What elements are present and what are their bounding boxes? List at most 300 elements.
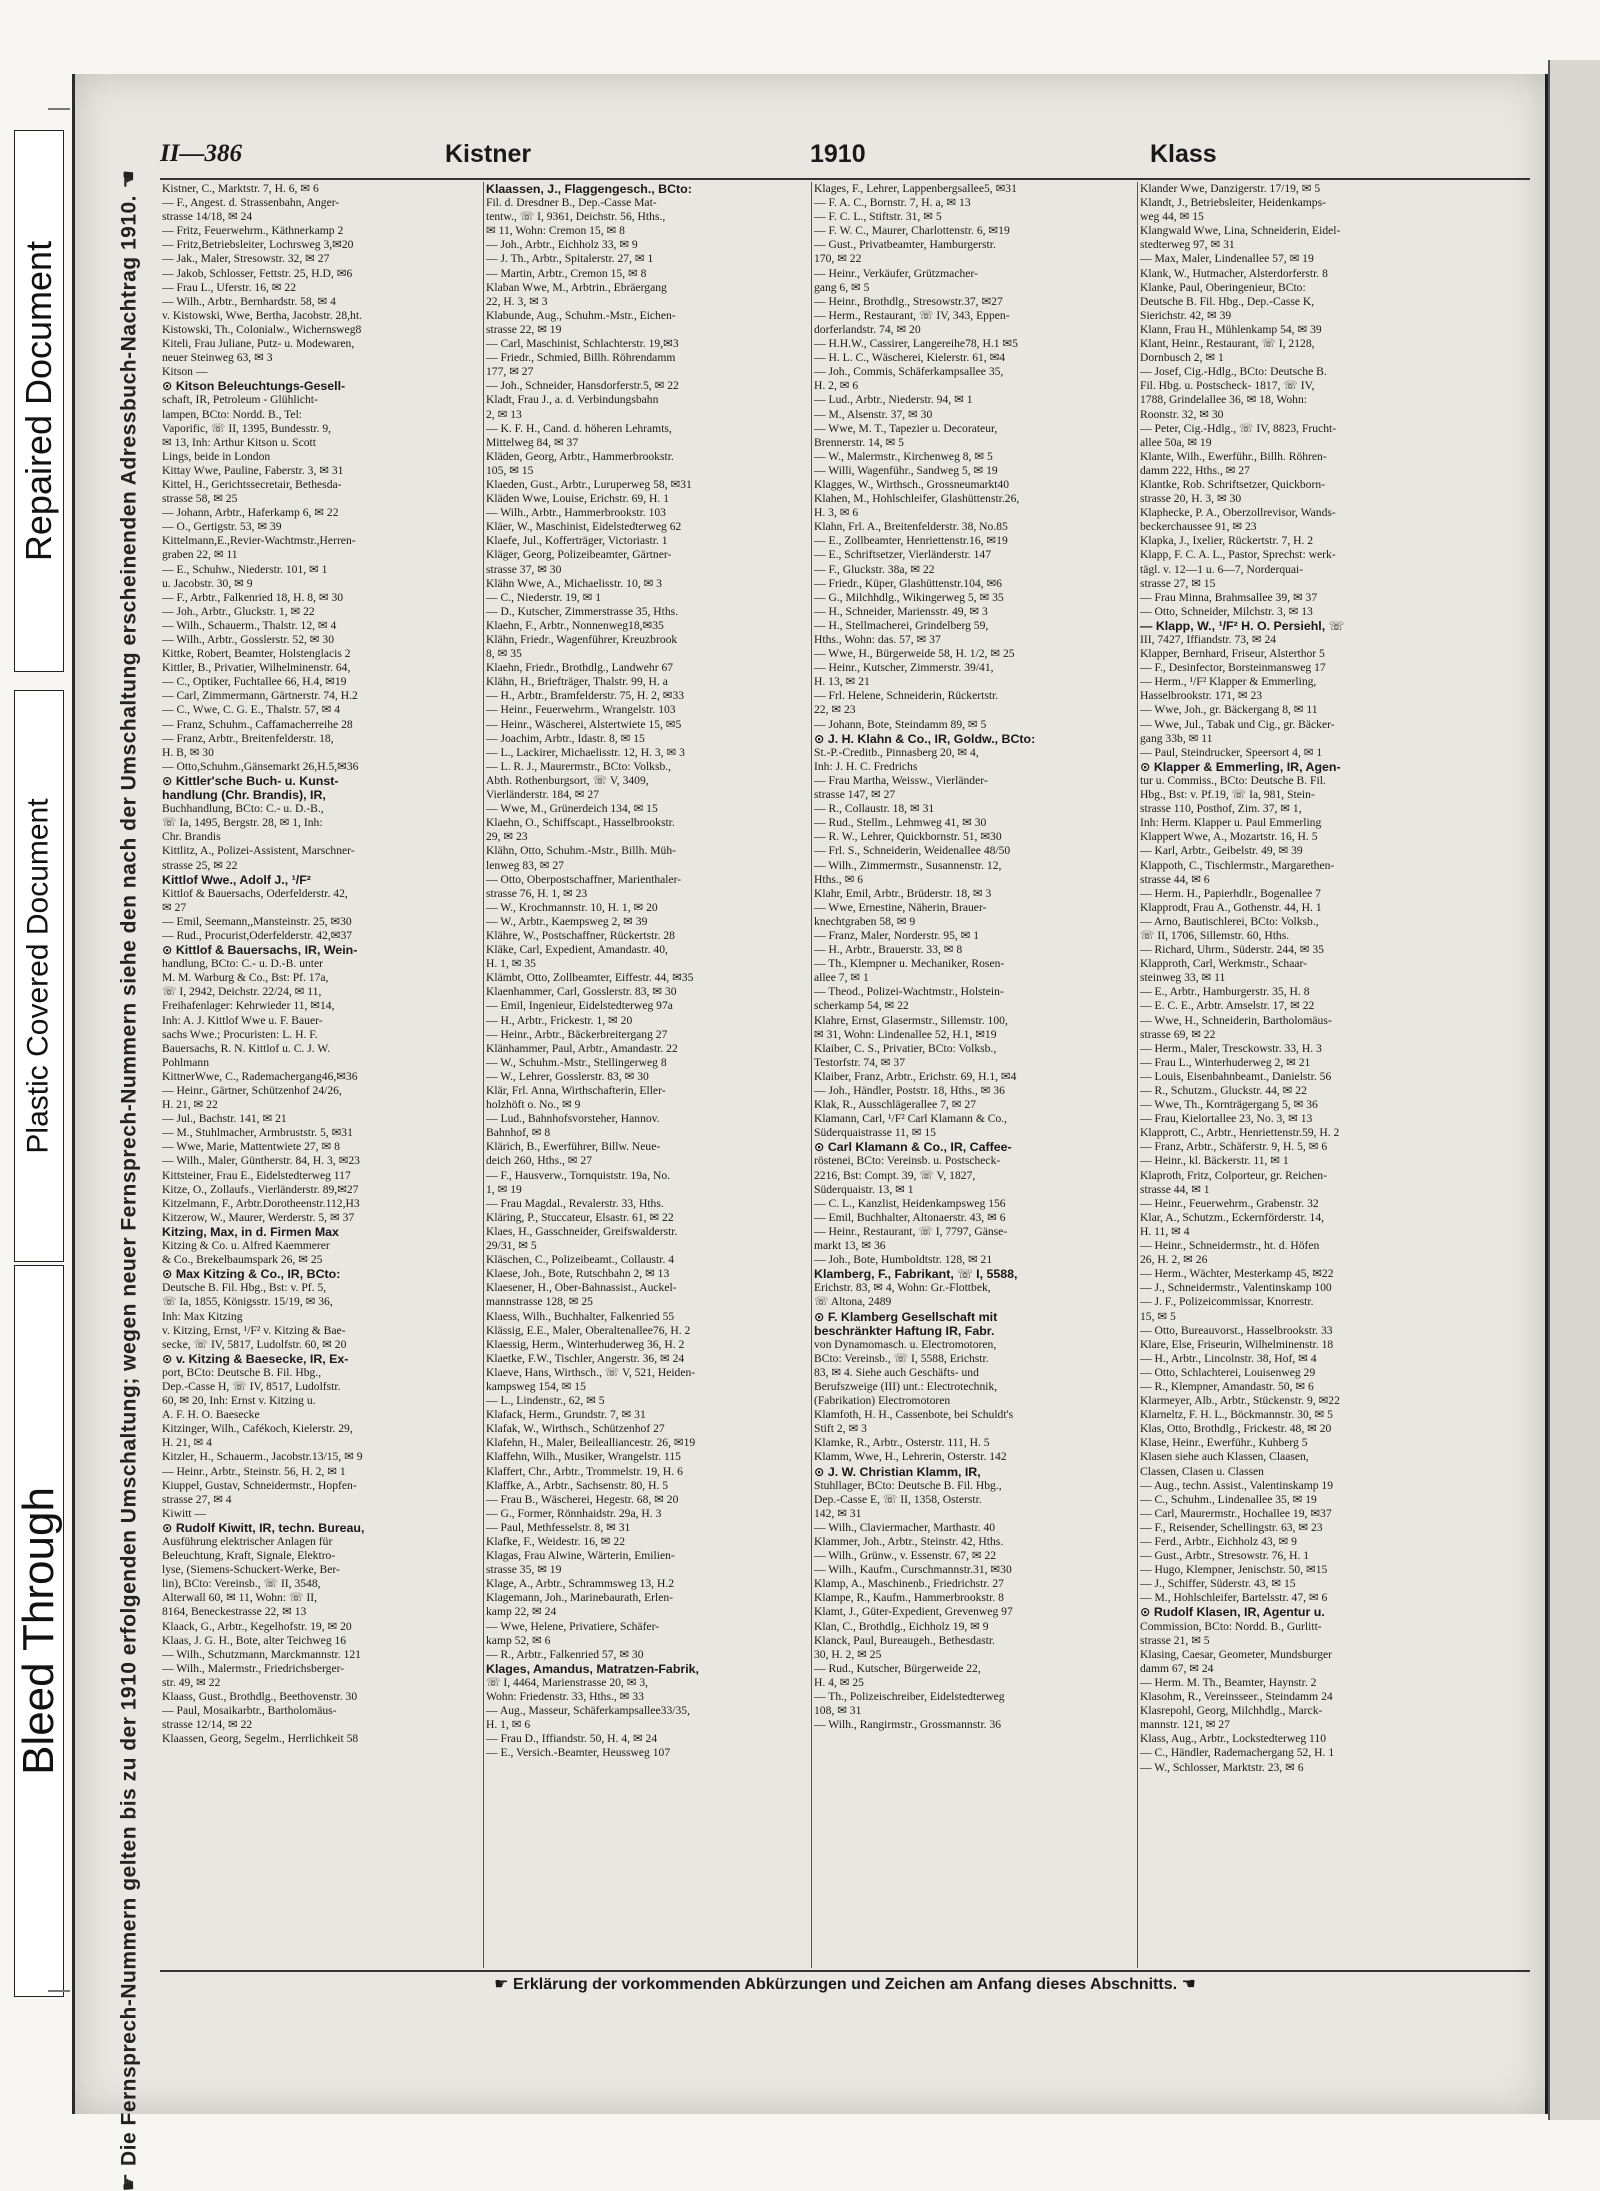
directory-entry: — Wilh., Zimmermstr., Susannenstr. 12, [814, 858, 1002, 872]
directory-entry: — Jul., Bachstr. 141, ✉ 21 [162, 1112, 287, 1126]
directory-entry: — Wilh., Maler, Güntherstr. 84, H. 3, ✉23 [162, 1154, 360, 1168]
directory-entry: — Lud., Bahnhofsvorsteher, Hannov. [486, 1112, 660, 1126]
directory-entry: ☏ Ia, 1495, Bergstr. 28, ✉ 1, Inh: [162, 816, 323, 830]
directory-entry: — Wilh., Kaufm., Curschmannstr.31, ✉30 [814, 1563, 1012, 1577]
directory-entry: Klant, Heinr., Restaurant, ☏ I, 2128, [1140, 337, 1315, 351]
directory-entry: H. 13, ✉ 21 [814, 675, 870, 689]
directory-entry: Klaass, Gust., Brothdlg., Beethovenstr. 30 [162, 1690, 358, 1704]
directory-entry: — W., Schlosser, Marktstr. 23, ✉ 6 [1140, 1760, 1304, 1774]
directory-entry: — Otto, Bureauvorst., Hasselbrookstr. 33 [1140, 1323, 1333, 1337]
directory-entry: Klaehn, O., Schiffscapt., Hasselbrookstr. [486, 816, 675, 830]
directory-entry: strasse 58, ✉ 25 [162, 492, 238, 506]
directory-entry: ⊙ Kitson Beleuchtungs-Gesell- [162, 379, 346, 394]
directory-entry: St.-P.-Creditb., Pinnasberg 20, ✉ 4, [814, 745, 979, 759]
directory-entry: — F. C. L., Stiftstr. 31, ✉ 5 [814, 210, 942, 224]
directory-entry: — Peter, Cig.-Hdlg., ☏ IV, 8823, Frucht- [1140, 421, 1337, 435]
directory-entry: allee 50a, ✉ 19 [1140, 435, 1212, 449]
directory-entry: Klamp, A., Maschinenb., Friedrichstr. 27 [814, 1577, 1004, 1591]
directory-entry: tentw., ☏ I, 9361, Deichstr. 56, Hths., [486, 210, 666, 224]
directory-entry: — Rud., Stellm., Lehmweg 41, ✉ 30 [814, 816, 987, 830]
directory-entry: Klaenhammer, Carl, Gosslerstr. 83, ✉ 30 [486, 985, 677, 999]
directory-entry: v. Kitzing, Ernst, ¹/F² v. Kitzing & Bae- [162, 1323, 346, 1337]
directory-entry: 170, ✉ 22 [814, 252, 862, 266]
directory-entry: — W., Lehrer, Gosslerstr. 83, ✉ 30 [486, 1069, 649, 1083]
directory-entry: — H., Arbtr., Lincolnstr. 38, Hof, ✉ 4 [1140, 1351, 1317, 1365]
directory-entry: Klaassen, J., Flaggengesch., BCto: [486, 182, 692, 196]
footer-rule [160, 1970, 1530, 1972]
directory-entry: — F., Arbtr., Falkenried 18, H. 8, ✉ 30 [162, 590, 344, 604]
directory-entry: Inh: Herm. Klapper u. Paul Emmerling [1140, 816, 1322, 830]
directory-entry: — Frau L., Winterhuderweg 2, ✉ 21 [1140, 1055, 1311, 1069]
directory-entry: strasse 27, ✉ 15 [1140, 576, 1216, 590]
directory-entry: Kistowski, Th., Colonialw., Wichernsweg8 [162, 322, 362, 336]
directory-entry: Stuhllager, BCto: Deutsche B. Fil. Hbg., [814, 1478, 1002, 1492]
directory-entry: — Heinr., Restaurant, ☏ I, 7797, Gänse- [814, 1224, 1008, 1238]
directory-entry: Kittler, B., Privatier, Wilhelminenstr. 64, [162, 661, 351, 675]
directory-entry: Kiwitt — [162, 1506, 207, 1520]
directory-entry: Kistner, C., Marktstr. 7, H. 6, ✉ 6 [162, 182, 319, 195]
directory-entry: Kiteli, Frau Juliane, Putz- u. Modewaren, [162, 337, 355, 351]
directory-entry: Klaffert, Chr., Arbtr., Trommelstr. 19, H. 6 [486, 1464, 683, 1478]
directory-entry: Klaessig, Herm., Winterhuderweg 36, H. 2 [486, 1337, 685, 1351]
directory-entry: — Carl, Maschinist, Schlachterstr. 19,✉3 [486, 337, 679, 351]
directory-entry: — M., Stuhlmacher, Armbruststr. 5, ✉31 [162, 1126, 353, 1140]
directory-entry: — Herm., Restaurant, ☏ IV, 343, Eppen- [814, 308, 1010, 322]
directory-entry: Klasrepohl, Georg, Milchhdlg., Marck- [1140, 1704, 1323, 1718]
directory-entry: lin), BCto: Vereinsb., ☏ II, 3548, [162, 1577, 321, 1591]
directory-entry: ⊙ Klapper & Emmerling, IR, Agen- [1140, 759, 1341, 774]
directory-entry: Klanck, Paul, Bureaugeh., Bethesdastr. [814, 1633, 995, 1647]
directory-entry: — Willi, Wagenführ., Sandweg 5, ✉ 19 [814, 463, 998, 477]
directory-entry: — G., Former, Rönnhaidstr. 29a, H. 3 [486, 1506, 662, 1520]
directory-entry: 1, ✉ 19 [486, 1182, 522, 1196]
directory-entry: Klan, C., Brothdlg., Eichholz 19, ✉ 9 [814, 1619, 989, 1633]
directory-entry: Klarneltz, F. H. L., Böckmannstr. 30, ✉ 5 [1140, 1408, 1333, 1422]
directory-entry: 1788, Grindelallee 36, ✉ 18, Wohn: [1140, 393, 1307, 407]
directory-entry: von Dynamomasch. u. Electromotoren, [814, 1337, 997, 1351]
directory-entry: Mittelweg 84, ✉ 37 [486, 435, 579, 449]
directory-entry: Deutsche B. Fil. Hbg., Bst: v. Pf. 5, [162, 1281, 327, 1295]
directory-entry: Klarmeyer, Alb., Arbtr., Stückenstr. 9, ✉22 [1140, 1394, 1340, 1408]
directory-entry: handlung, BCto: C.- u. D.-B. unter [162, 957, 324, 971]
directory-entry: — Wwe, M. T., Tapezier u. Decorateur, [814, 421, 998, 435]
directory-entry: — Heinr., Brothdlg., Stresowstr.37, ✉27 [814, 294, 1003, 308]
directory-entry: kampsweg 154, ✉ 15 [486, 1379, 586, 1393]
directory-entry: — Emil, Ingenieur, Eidelstedterweg 97a [486, 999, 673, 1013]
directory-entry: Klänhammer, Paul, Arbtr., Amandastr. 22 [486, 1041, 678, 1055]
directory-entry: schaft, IR, Petroleum - Glühlicht- [162, 393, 318, 407]
directory-entry: Kittelmann,E.,Revier-Wachtmstr.,Herren- [162, 534, 356, 548]
directory-entry: Klaesener, H., Ober-Bahnassist., Auckel- [486, 1281, 677, 1295]
directory-entry: Klaess, Wilh., Buchhalter, Falkenried 55 [486, 1309, 675, 1323]
directory-entry: — Joh., Schneider, Hansdorferstr.5, ✉ 22 [486, 379, 679, 393]
directory-entry: Klaes, H., Gasschneider, Greifswalderstr. [486, 1224, 678, 1238]
directory-entry: Dornbusch 2, ✉ 1 [1140, 351, 1224, 365]
directory-entry: Inh: Max Kitzing [162, 1309, 243, 1323]
directory-entry: H. 21, ✉ 4 [162, 1436, 212, 1450]
phone-number-notice [104, 168, 154, 2191]
directory-entry: — C. L., Kanzlist, Heidenkampsweg 156 [814, 1196, 1006, 1210]
directory-entry: 8, ✉ 35 [486, 647, 522, 661]
phone-number-notice-text: ☛ Die Fernsprech-Nummern gelten bis zu der 1910 erfolgenden Umschaltung; wegen neuer Fernsprech-Nummern siehe den nach der Umschaltung erscheinenden Adressbuch-Nachtrag 1910. ☚ [117, 168, 141, 2191]
directory-entry: Kitzinger, Wilh., Cafékoch, Kielerstr. 29, [162, 1422, 353, 1436]
directory-entry: Klaehn, F., Arbtr., Nonnenweg18,✉35 [486, 618, 664, 632]
directory-entry: Klaeve, Hans, Wirthsch., ☏ V, 521, Heiden- [486, 1365, 696, 1379]
directory-entry: Klappert Wwe, A., Mozartstr. 16, H. 5 [1140, 830, 1318, 844]
directory-entry: Klaproth, Fritz, Colporteur, gr. Reichen- [1140, 1168, 1327, 1182]
directory-entry: — Wilh., Schutzmann, Marckmannstr. 121 [162, 1647, 361, 1661]
directory-entry: Klak, R., Ausschlägerallee 7, ✉ 27 [814, 1098, 977, 1112]
directory-entry: ☏ I, 2942, Deichstr. 22/24, ✉ 11, [162, 985, 322, 999]
directory-entry: Hths., ✉ 6 [814, 872, 864, 886]
directory-entry: markt 13, ✉ 36 [814, 1239, 886, 1253]
directory-entry: Süderquaistrasse 11, ✉ 15 [814, 1126, 936, 1140]
directory-entry: 83, ✉ 4. Siehe auch Geschäfts- und [814, 1365, 979, 1379]
directory-entry: Klandt, J., Betriebsleiter, Heidenkamps- [1140, 196, 1326, 210]
directory-entry: — C., Optiker, Fuchtallee 66, H.4, ✉19 [162, 675, 347, 689]
directory-entry: ⊙ F. Klamberg Gesellschaft mit [814, 1309, 998, 1324]
directory-entry: — Johann, Bote, Steindamm 89, ✉ 5 [814, 717, 987, 731]
directory-entry: — Friedr., Schmied, Billh. Röhrendamm [486, 351, 676, 365]
directory-entry: — Otto, Oberpostschaffner, Marienthaler- [486, 872, 682, 886]
directory-entry: Klafehn, H., Maler, Beilealliancestr. 26, ✉19 [486, 1436, 696, 1450]
directory-entry: ☏ I, 4464, Marienstrasse 20, ✉ 3, [486, 1675, 649, 1689]
directory-entry: Klafack, Herm., Grundstr. 7, ✉ 31 [486, 1408, 646, 1422]
directory-entry: — Otto,Schuhm.,Gänsemarkt 26,H.5,✉36 [162, 759, 359, 773]
directory-entry: ⊙ Rudolf Kiwitt, IR, techn. Bureau, [162, 1520, 365, 1535]
directory-entry: Kittke, Robert, Beamter, Holstenglacis 2 [162, 647, 351, 661]
directory-entry: lampen, BCto: Nordd. B., Tel: [162, 407, 303, 421]
directory-entry: III, 7427, Iffiandstr. 73, ✉ 24 [1140, 633, 1277, 646]
directory-entry: — J., Schneidermstr., Valentinskamp 100 [1140, 1281, 1332, 1295]
directory-entry: dorferlandstr. 74, ✉ 20 [814, 322, 921, 336]
directory-entry: H. 2, ✉ 6 [814, 379, 859, 393]
directory-entry: Klangwald Wwe, Lina, Schneiderin, Eidel- [1140, 224, 1341, 238]
directory-entry: H. 3, ✉ 6 [814, 506, 859, 520]
directory-entry: ☏ Ia, 1855, Königsstr. 15/19, ✉ 36, [162, 1295, 333, 1309]
directory-entry: Berufszweige (III) unt.: Electrotechnik, [814, 1379, 998, 1393]
directory-entry: strasse 25, ✉ 22 [162, 858, 238, 872]
directory-entry: Klappoth, C., Tischlermstr., Margarethen- [1140, 858, 1335, 872]
directory-entry: — K. F. H., Cand. d. höheren Lehramts, [486, 421, 672, 435]
directory-entry: Klaetke, F.W., Tischler, Angerstr. 36, ✉ 24 [486, 1351, 685, 1365]
directory-entry: — Paul, Steindrucker, Speersort 4, ✉ 1 [1140, 745, 1323, 759]
directory-entry: Kitzing & Co. u. Alfred Kaemmerer [162, 1239, 330, 1253]
directory-entry: 2, ✉ 13 [486, 407, 522, 421]
directory-entry: deich 260, Hths., ✉ 27 [486, 1154, 592, 1168]
directory-entry: — R., Schutzm., Gluckstr. 44, ✉ 22 [1140, 1084, 1307, 1097]
directory-entry: Kittsteiner, Frau E., Eidelstedterweg 117 [162, 1168, 351, 1182]
directory-entry: 105, ✉ 15 [486, 463, 534, 477]
directory-entry: Klaphecke, P. A., Oberzollrevisor, Wands- [1140, 506, 1336, 520]
directory-entry: Klank, W., Hutmacher, Alsterdorferstr. 8 [1140, 266, 1328, 280]
directory-entry: strasse 20, H. 3, ✉ 30 [1140, 492, 1242, 506]
margin-dash-bottom [48, 1990, 70, 1992]
column-divider [1137, 182, 1138, 1968]
directory-entry: Buchhandlung, BCto: C.- u. D.-B., [162, 802, 324, 816]
directory-entry: — W., Arbtr., Kaempsweg 2, ✉ 39 [486, 914, 648, 928]
directory-entry: Klare, Else, Friseurin, Wilhelminenstr. 18 [1140, 1337, 1334, 1351]
directory-entry: strasse 14/18, ✉ 24 [162, 210, 253, 224]
directory-entry: mannstrasse 128, ✉ 25 [486, 1295, 593, 1309]
directory-entry: — Carl, Maurermstr., Hochallee 19, ✉37 [1140, 1506, 1332, 1520]
directory-entry: secke, ☏ IV, 5817, Ludolfstr. 60, ✉ 20 [162, 1337, 347, 1351]
directory-entry: — Wwe, Helene, Privatiere, Schäfer- [486, 1619, 660, 1633]
directory-entry: strasse 27, ✉ 4 [162, 1492, 232, 1506]
directory-entry: holzhöft o. No., ✉ 9 [486, 1098, 581, 1112]
directory-entry: Klaack, G., Arbtr., Kegelhofstr. 19, ✉ 20 [162, 1619, 352, 1633]
directory-entry: Klähn, H., Briefträger, Thalstr. 99, H. a [486, 675, 668, 689]
directory-entry: Klamfoth, H. H., Cassenbote, bei Schuldt's [814, 1408, 1014, 1422]
directory-entry: — Aug., techn. Assist., Valentinskamp 19 [1140, 1478, 1334, 1492]
directory-entry: — Wilh., Arbtr., Hammerbrookstr. 103 [486, 506, 666, 520]
directory-entry: — E. C. E., Arbtr. Amselstr. 17, ✉ 22 [1140, 999, 1315, 1013]
directory-entry: Klaefe, Jul., Kofferträger, Victoriastr. 1 [486, 534, 668, 548]
directory-entry: — C., Händler, Rademachergang 52, H. 1 [1140, 1746, 1335, 1760]
directory-entry: Kittay Wwe, Pauline, Faberstr. 3, ✉ 31 [162, 463, 344, 477]
directory-entry: — Herm., Maler, Tresckowstr. 33, H. 3 [1140, 1041, 1322, 1055]
directory-entry: Klage, A., Arbtr., Schrammsweg 13, H.2 [486, 1577, 675, 1591]
directory-entry: Klapp, F. C. A. L., Pastor, Sprechst: werk- [1140, 548, 1336, 562]
directory-entry: Klafke, F., Weidestr. 16, ✉ 22 [486, 1535, 626, 1548]
directory-entry: v. Kistowski, Wwe, Bertha, Jacobstr. 28,ht. [162, 308, 362, 322]
directory-entry: Klabunde, Aug., Schuhm.-Mstr., Eichen- [486, 308, 676, 322]
directory-entry: ⊙ Kittler'sche Buch- u. Kunst- [162, 773, 339, 788]
header-last-name: Klass [1150, 140, 1217, 168]
directory-entry: Kladt, Frau J., a. d. Verbindungsbahn [486, 393, 659, 407]
directory-entry: 108, ✉ 31 [814, 1704, 862, 1718]
directory-entry: Ausführung elektrischer Anlagen für [162, 1535, 333, 1548]
directory-entry: 2216, Bst: Compt. 39, ☏ V, 1827, [814, 1168, 976, 1182]
directory-entry: Klamm, Wwe, H., Lehrerin, Osterstr. 142 [814, 1450, 1007, 1464]
directory-entry: allee 7, ✉ 1 [814, 971, 869, 985]
directory-entry: — Fritz,Betriebsleiter, Lochrsweg 3,✉20 [162, 238, 354, 252]
directory-entry: lenweg 83, ✉ 27 [486, 858, 564, 872]
directory-entry: — Joh., Arbtr., Eichholz 33, ✉ 9 [486, 238, 638, 252]
directory-entry: — Wwe, H., Bürgerweide 58, H. 1/2, ✉ 25 [814, 647, 1015, 661]
directory-entry: Dep.-Casse H, ☏ IV, 8517, Ludolfstr. [162, 1379, 341, 1393]
directory-entry: strasse 22, ✉ 19 [486, 322, 562, 336]
directory-entry: — Gust., Privatbeamter, Hamburgerstr. [814, 238, 996, 252]
directory-entry: kamp 22, ✉ 24 [486, 1605, 557, 1619]
directory-entry: Pohlmann [162, 1055, 210, 1069]
directory-entry: damm 222, Hths., ✉ 27 [1140, 463, 1250, 477]
directory-entry: Klagges, W., Wirthsch., Grossneumarkt40 [814, 477, 1010, 491]
directory-entry: (Fabrikation) Electromotoren [814, 1394, 951, 1408]
directory-entry: Inh: A. J. Kittlof Wwe u. F. Bauer- [162, 1013, 323, 1027]
directory-entry: Wohn: Friedenstr. 33, Hths., ✉ 33 [486, 1690, 644, 1704]
directory-column-2 [486, 182, 808, 1968]
directory-entry: — Joachim, Arbtr., Idastr. 8, ✉ 15 [486, 731, 645, 745]
directory-entry: — R., Klempner, Amandastr. 50, ✉ 6 [1140, 1379, 1314, 1393]
directory-entry: strasse 21, ✉ 5 [1140, 1633, 1210, 1647]
directory-entry: 22, ✉ 23 [814, 703, 856, 717]
directory-entry: — Emil, Buchhalter, Altonaerstr. 43, ✉ 6 [814, 1210, 1006, 1224]
directory-entry: — Wwe, M., Grünerdeich 134, ✉ 15 [486, 802, 658, 816]
directory-entry: ✉ 11, Wohn: Cremon 15, ✉ 8 [486, 224, 625, 238]
directory-entry: — F. A. C., Bornstr. 7, H. a, ✉ 13 [814, 196, 971, 210]
directory-entry: — Heinr., Verkäufer, Grützmacher- [814, 266, 978, 280]
directory-entry: Abth. Rothenburgsort, ☏ V, 3409, [486, 773, 649, 787]
directory-entry: weg 44, ✉ 15 [1140, 210, 1204, 224]
directory-entry: Bauersachs, R. N. Kittlof u. C. J. W. [162, 1041, 331, 1055]
directory-entry: ⊙ v. Kitzing & Baesecke, IR, Ex- [162, 1351, 349, 1366]
directory-entry: — Wilh., Rangirmstr., Grossmannstr. 36 [814, 1718, 1002, 1732]
directory-entry: — R. W., Lehrer, Quickbornstr. 51, ✉30 [814, 830, 1002, 844]
directory-entry: tur u. Commiss., BCto: Deutsche B. Fil. [1140, 773, 1326, 787]
directory-entry: — Frau Martha, Weissw., Vierländer- [814, 773, 988, 787]
directory-entry: — Rud., Kutscher, Bürgerweide 22, [814, 1661, 981, 1675]
directory-entry: — Rud., Procurist,Oderfelderstr. 42,✉37 [162, 928, 353, 942]
directory-entry: u. Jacobstr. 30, ✉ 9 [162, 576, 253, 590]
directory-entry: — J. F., Polizeicommissar, Knorrestr. [1140, 1295, 1314, 1309]
directory-entry: Kitzelmann, F., Arbtr.Dorotheenstr.112,H3 [162, 1196, 360, 1210]
directory-entry: strasse 44, ✉ 6 [1140, 872, 1210, 886]
directory-entry: — F., Angest. d. Strassenbahn, Anger- [162, 196, 340, 210]
directory-entry: beckerchaussee 91, ✉ 23 [1140, 520, 1257, 534]
directory-entry: — Frau B., Wäscherei, Hegestr. 68, ✉ 20 [486, 1492, 679, 1506]
directory-entry: — Carl, Zimmermann, Gärtnerstr. 74, H.2 [162, 689, 358, 703]
directory-entry: — J. Th., Arbtr., Spitalerstr. 27, ✉ 1 [486, 252, 654, 266]
directory-entry: 8164, Beneckestrasse 22, ✉ 13 [162, 1605, 307, 1619]
directory-entry: scherkamp 54, ✉ 22 [814, 999, 909, 1013]
directory-entry: 177, ✉ 27 [486, 365, 534, 379]
directory-entry: — F., Hausverw., Tornquiststr. 19a, No. [486, 1168, 671, 1182]
directory-entry: knechtgraben 58, ✉ 9 [814, 914, 916, 928]
directory-entry: Klamann, Carl, ¹/F² Carl Klamann & Co., [814, 1112, 1008, 1126]
directory-entry: Brennerstr. 14, ✉ 5 [814, 435, 904, 449]
directory-entry: Klasohm, R., Vereinsseer., Steindamm 24 [1140, 1690, 1333, 1704]
directory-entry: — R., Arbtr., Falkenried 57, ✉ 30 [486, 1647, 644, 1661]
directory-entry: — G., Milchhdlg., Wikingerweg 5, ✉ 35 [814, 590, 1004, 604]
directory-entry: Klähn, Otto, Schuhm.-Mstr., Billh. Müh- [486, 844, 677, 858]
directory-entry: Vierländerstr. 184, ✉ 27 [486, 788, 600, 802]
directory-entry: strasse 69, ✉ 22 [1140, 1027, 1216, 1041]
directory-entry: Klapproth, Carl, Werkmstr., Schaar- [1140, 957, 1308, 971]
directory-entry: — D., Kutscher, Zimmerstrasse 35, Hths. [486, 604, 679, 618]
directory-entry: Deutsche B. Fil. Hbg., Dep.-Casse K, [1140, 294, 1315, 308]
directory-entry: Kitson — [162, 365, 208, 379]
directory-entry: Klar, A., Schutzm., Eckernförderstr. 14, [1140, 1210, 1325, 1224]
directory-entry: Klanke, Paul, Oberingenieur, BCto: [1140, 280, 1306, 294]
directory-entry: Klapprodt, Frau A., Gothenstr. 44, H. 1 [1140, 900, 1322, 914]
plastic-covered-stamp [14, 690, 64, 1262]
directory-entry: — Wilh., Arbtr., Gosslerstr. 52, ✉ 30 [162, 633, 334, 646]
directory-entry: beschränkter Haftung IR, Fabr. [814, 1323, 995, 1338]
directory-entry: KittnerWwe, C., Rademachergang46,✉36 [162, 1069, 358, 1083]
directory-entry: — Louis, Eisenbahnbeamt., Danielstr. 56 [1140, 1069, 1332, 1083]
directory-entry: M. M. Warburg & Co., Bst: Pf. 17a, [162, 971, 329, 985]
directory-entry: strasse 12/14, ✉ 22 [162, 1718, 253, 1732]
directory-entry: — C., Niederstr. 19, ✉ 1 [486, 590, 602, 604]
directory-entry: Klahre, Ernst, Glasermstr., Sillemstr. 100, [814, 1013, 1008, 1027]
bleed-through-label: Bleed Through [14, 1487, 64, 1775]
directory-entry: — Frau, Kielortallee 23, No. 3, ✉ 13 [1140, 1112, 1313, 1126]
directory-entry: Kittlof & Bauersachs, Oderfelderstr. 42, [162, 886, 348, 900]
directory-entry: — H.H.W., Cassirer, Langereihe78, H.1 ✉5 [814, 337, 1018, 351]
directory-entry: — Heinr., Gärtner, Schützenhof 24/26, [162, 1084, 342, 1097]
directory-entry: Sierichstr. 42, ✉ 39 [1140, 308, 1232, 322]
directory-entry: — Heinr., Feuerwehrm., Grabenstr. 32 [1140, 1196, 1319, 1210]
directory-entry: — Fritz, Feuerwehrm., Käthnerkamp 2 [162, 224, 344, 238]
directory-entry: — Wwe, Jul., Tabak und Cig., gr. Bäcker- [1140, 717, 1335, 731]
directory-entry: ⊙ J. H. Klahn & Co., IR, Goldw., BCto: [814, 731, 1036, 746]
directory-entry: Fil. Hbg. u. Postscheck- 1817, ☏ IV, [1140, 379, 1315, 393]
directory-entry: — H., Stellmacherei, Grindelberg 59, [814, 618, 989, 632]
directory-entry: neuer Steinweg 63, ✉ 3 [162, 351, 273, 365]
directory-entry: 30, H. 2, ✉ 25 [814, 1647, 882, 1661]
directory-entry: — Franz, Maler, Norderstr. 95, ✉ 1 [814, 928, 980, 942]
directory-entry: ⊙ Kittlof & Bauersachs, IR, Wein- [162, 943, 358, 958]
directory-entry: Klapper, Bernhard, Friseur, Alsterthor 5 [1140, 647, 1325, 661]
directory-entry: — Herm., ¹/F² Klapper & Emmerling, [1140, 675, 1317, 689]
directory-entry: Vaporific, ☏ II, 1395, Bundesstr. 9, [162, 421, 332, 435]
directory-entry: — Friedr., Küper, Glashüttenstr.104, ✉6 [814, 576, 1002, 590]
directory-entry: Classen, Clasen u. Classen [1140, 1464, 1264, 1478]
directory-entry: Klämbt, Otto, Zollbeamter, Eiffestr. 44, ✉35 [486, 971, 694, 985]
directory-entry: Klässig, E.E., Maler, Oberaltenallee76, H. 2 [486, 1323, 691, 1337]
directory-entry: Klahen, M., Hohlschleifer, Glashüttenstr.26, [814, 492, 1020, 506]
directory-entry: Klann, Frau H., Mühlenkamp 54, ✉ 39 [1140, 322, 1322, 336]
directory-entry: — Th., Polizeischreiber, Eidelstedterweg [814, 1690, 1005, 1704]
directory-entry: Klaeden, Gust., Arbtr., Luruperweg 58, ✉31 [486, 477, 692, 491]
directory-entry: Beleuchtung, Kraft, Signale, Elektro- [162, 1549, 336, 1563]
directory-entry: Kitzing, Max, in d. Firmen Max [162, 1224, 339, 1239]
directory-entry: — Joh., Bote, Humboldtstr. 128, ✉ 21 [814, 1253, 993, 1267]
directory-entry: Dep.-Casse E, ☏ II, 1358, Osterstr. [814, 1492, 982, 1506]
directory-entry: mannstr. 121, ✉ 27 [1140, 1718, 1230, 1732]
directory-entry: Roonstr. 32, ✉ 30 [1140, 407, 1224, 421]
directory-entry: — Karl, Arbtr., Geibelstr. 49, ✉ 39 [1140, 844, 1303, 858]
directory-entry: — E., Arbtr., Hamburgerstr. 35, H. 8 [1140, 985, 1310, 999]
directory-entry: Klaiber, Franz, Arbtr., Erichstr. 69, H.1, ✉4 [814, 1069, 1017, 1083]
directory-entry: graben 22, ✉ 11 [162, 548, 238, 562]
directory-entry: Klaban Wwe, M., Arbtrin., Ebräergang [486, 280, 667, 294]
directory-entry: Erichstr. 83, ✉ 4, Wohn: Gr.-Flottbek, [814, 1281, 991, 1295]
directory-entry: — H., Schneider, Mariensstr. 49, ✉ 3 [814, 604, 988, 618]
directory-entry: — O., Gertigstr. 53, ✉ 39 [162, 520, 282, 534]
directory-entry: Klages, Amandus, Matratzen-Fabrik, [486, 1661, 699, 1676]
directory-entry: Lings, beide in London [162, 449, 271, 463]
directory-entry: strasse 35, ✉ 19 [486, 1563, 562, 1577]
directory-entry: Klahn, Frl. A., Breitenfelderstr. 38, No.85 [814, 520, 1008, 534]
directory-entry: — Joh., Arbtr., Gluckstr. 1, ✉ 22 [162, 604, 315, 618]
directory-entry: — L. R. J., Maurermstr., BCto: Volksb., [486, 759, 672, 773]
directory-entry: — Heinr., Kutscher, Zimmerstr. 39/41, [814, 661, 994, 675]
directory-entry: — Max, Maler, Lindenallee 57, ✉ 19 [1140, 252, 1314, 266]
directory-entry: — C., Schuhm., Lindenallee 35, ✉ 19 [1140, 1492, 1317, 1506]
directory-entry: — Aug., Masseur, Schäferkampsallee33/35, [486, 1704, 690, 1718]
directory-entry: Kitze, O., Zollaufs., Vierländerstr. 89,✉27 [162, 1182, 359, 1196]
directory-entry: Klähre, W., Postschaffner, Rückertstr. 28 [486, 928, 675, 942]
directory-entry: Hths., Wohn: das. 57, ✉ 37 [814, 633, 941, 646]
column-divider [483, 182, 484, 1968]
directory-entry: — L., Lackirer, Michaelisstr. 12, H. 3, ✉ 3 [486, 745, 685, 759]
directory-entry: Süderquaistr. 13, ✉ 1 [814, 1182, 914, 1196]
directory-entry: strasse 37, ✉ 30 [486, 562, 562, 576]
directory-entry: — Joh., Händler, Poststr. 18, Hths., ✉ 36 [814, 1084, 1005, 1097]
directory-entry: A. F. H. O. Baesecke [162, 1408, 260, 1422]
directory-entry: Klages, F., Lehrer, Lappenbergsallee5, ✉31 [814, 182, 1017, 195]
directory-column-3 [814, 182, 1134, 1968]
header-rule [160, 178, 1530, 180]
directory-entry: — L., Lindenstr., 62, ✉ 5 [486, 1394, 605, 1408]
directory-entry: Klampe, R., Kaufm., Hammerbrookstr. 8 [814, 1591, 1004, 1605]
directory-entry: — F., Gluckstr. 38a, ✉ 22 [814, 562, 935, 576]
directory-entry: — Arno, Bautischlerei, BCto: Volksb., [1140, 914, 1319, 928]
directory-entry: Klasing, Caesar, Geometer, Mundsburger [1140, 1647, 1333, 1661]
directory-entry: Kiuppel, Gustav, Schneidermstr., Hopfen- [162, 1478, 357, 1492]
